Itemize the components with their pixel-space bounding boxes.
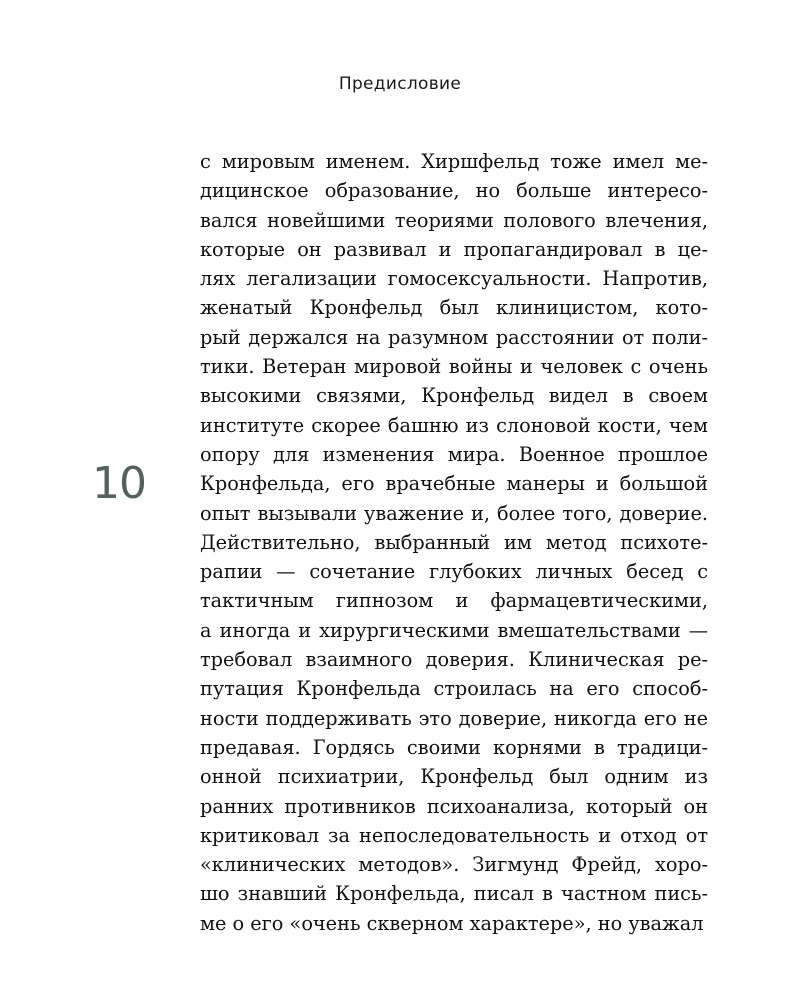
text-line: рый держался на разумном расстоянии от поли- [200, 325, 708, 349]
text-line: опору для изменения мира. Военное прошлое [200, 442, 708, 466]
text-line: женатый Кронфельд был клиницистом, кото- [200, 296, 708, 320]
text-line: ме о его «очень скверном характере», но уважал [200, 911, 704, 935]
text-line: тики. Ветеран мировой войны и человек с очень [200, 355, 708, 379]
text-line: предавая. Гордясь своими корнями в традици- [200, 735, 708, 759]
body-text [200, 147, 708, 938]
text-line: высокими связями, Кронфельд видел в своем [200, 384, 708, 408]
text-line: институте скорее башню из слоновой кости, чем [200, 413, 708, 437]
text-line: рапии — сочетание глубоких личных бесед с [200, 560, 708, 584]
text-line: путация Кронфельда строилась на его способ- [200, 677, 708, 701]
page-number: 10 [92, 458, 146, 509]
text-line: требовал взаимного доверия. Клиническая ре- [200, 648, 708, 672]
text-line: тактичным гипнозом и фармацевтическими, [200, 589, 708, 613]
text-line: «клинических методов». Зигмунд Фрейд, хоро- [200, 853, 708, 877]
text-line: критиковал за непоследовательность и отход от [200, 823, 708, 847]
text-line: Действительно, выбранный им метод психоте- [200, 530, 708, 554]
text-line: шо знавший Кронфельда, писал в частном пись- [200, 882, 708, 906]
text-line: которые он развивал и пропагандировал в це- [200, 237, 708, 261]
text-line: вался новейшими теориями полового влечения, [200, 208, 708, 232]
text-line: Кронфельда, его врачебные манеры и большой [200, 472, 708, 496]
text-line: ности поддерживать это доверие, никогда его не [200, 706, 708, 730]
text-line: опыт вызывали уважение и, более того, доверие. [200, 501, 708, 525]
text-line: онной психиатрии, Кронфельд был одним из [200, 765, 708, 789]
text-line: а иногда и хирургическими вмешательствами — [200, 618, 708, 642]
text-line: ранних противников психоанализа, который он [200, 794, 708, 818]
running-header: Предисловие [338, 74, 462, 94]
text-line: дицинское образование, но больше интересо- [200, 179, 708, 203]
text-line: лях легализации гомосексуальности. Напротив, [200, 267, 708, 291]
text-line: с мировым именем. Хиршфельд тоже имел ме- [200, 150, 708, 173]
